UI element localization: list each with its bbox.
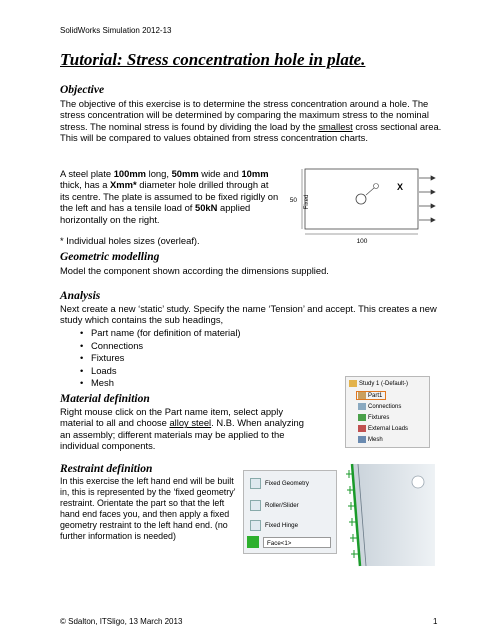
tree-item-connections[interactable] bbox=[358, 403, 401, 410]
tree-item-fixtures[interactable] bbox=[358, 414, 389, 421]
objective-p1-end: cross sectional area. bbox=[355, 120, 442, 132]
objective-text bbox=[60, 98, 445, 144]
restraint-text: In this exercise the left hand end will be built in, this is represented by the ‘fixed geometry’ restraint. Orientate the part so that the left hand end faces you, and then apply a fixed geometry restraint to the left hand end. (no further information is needed) bbox=[60, 476, 236, 542]
fixed-hinge-icon bbox=[250, 520, 261, 531]
material-text bbox=[60, 406, 310, 452]
footer: © Sdalton, ITSligo, 13 March 2013 bbox=[60, 617, 183, 626]
restraint-heading: Restraint definition bbox=[60, 463, 153, 475]
hole-circle bbox=[356, 194, 366, 204]
study-icon bbox=[349, 380, 357, 387]
tree-item-external-loads[interactable] bbox=[358, 425, 408, 432]
fixed-geometry-icon bbox=[250, 478, 261, 489]
plate-t2: long, bbox=[148, 168, 169, 179]
list-item: • Mesh bbox=[60, 377, 360, 390]
tree-item-label: Mesh bbox=[368, 436, 383, 443]
plate-t1: A steel plate bbox=[60, 168, 112, 179]
material-heading: Material definition bbox=[60, 393, 150, 405]
fixed-end-view bbox=[338, 460, 435, 570]
study-root-item[interactable] bbox=[349, 380, 408, 387]
menu-item-fixed-hinge[interactable] bbox=[244, 516, 334, 534]
face-selection-field[interactable]: Face<1> bbox=[263, 537, 331, 548]
plate-load: 50kN bbox=[195, 202, 218, 214]
plate-t3: wide and bbox=[201, 168, 239, 179]
plate-hole-diameter: Xmm* bbox=[110, 179, 137, 191]
tree-item-label: External Loads bbox=[368, 425, 409, 432]
tree-item-mesh[interactable] bbox=[358, 436, 383, 443]
analysis-text: Next create a new ‘static’ study. Specify the name ‘Tension’ and accept. This creates a new study which contains the sub headings, bbox=[60, 303, 437, 326]
list-item: • Fixtures bbox=[60, 352, 360, 365]
objective-heading: Objective bbox=[60, 84, 105, 96]
geometric-heading: Geometric modelling bbox=[60, 251, 160, 263]
connections-icon bbox=[358, 403, 366, 410]
tree-item-label: Connections bbox=[368, 403, 402, 410]
height-dimension: 50 bbox=[289, 197, 297, 204]
plate-description bbox=[60, 168, 280, 225]
objective-p2: This will be compared to values obtained from stress concentration charts. bbox=[60, 132, 368, 144]
part-icon bbox=[358, 392, 366, 399]
alloy-steel-link: alloy steel bbox=[169, 417, 212, 429]
menu-item-label: Fixed Geometry bbox=[265, 479, 310, 487]
objective-p1: The objective of this exercise is to determine the stress concentration around a hole. The stress concentration will be determined by comparing the maximum stress to the nominal stress. The nominal stress is found by dividing the load by the bbox=[60, 98, 429, 132]
plate-width: 50mm bbox=[171, 168, 199, 179]
page-title: Tutorial: Stress concentration hole in plate. bbox=[60, 50, 366, 69]
plate-t6: applied horizontally on the right. bbox=[60, 202, 251, 225]
hole-label: X bbox=[397, 182, 404, 192]
loads-icon bbox=[358, 425, 366, 432]
material-t1: Right mouse click on the Part name item, select apply material to all and choose bbox=[60, 406, 284, 429]
load-arrows bbox=[419, 176, 435, 222]
roller-slider-icon bbox=[250, 500, 261, 511]
list-item: • Part name (for definition of material) bbox=[60, 327, 360, 340]
running-header: SolidWorks Simulation 2012-13 bbox=[60, 26, 172, 35]
analysis-heading: Analysis bbox=[60, 290, 101, 302]
page-number: 1 bbox=[433, 617, 438, 626]
tree-item-label: Part1 bbox=[368, 392, 383, 399]
width-dimension: 100 bbox=[356, 238, 368, 245]
fixtures-icon bbox=[358, 414, 366, 421]
plate-thickness: 10mm bbox=[241, 168, 269, 179]
holes-note: * Individual holes sizes (overleaf). bbox=[60, 235, 200, 246]
tree-item-part1[interactable] bbox=[356, 391, 386, 400]
fixed-label: Fixed bbox=[304, 194, 310, 210]
mesh-icon bbox=[358, 436, 366, 443]
face-selection-row bbox=[247, 535, 331, 549]
smallest-link: smallest bbox=[318, 120, 353, 132]
material-t2: . N.B. When analyzing an assembly; different materials may be applied to the individual components. bbox=[60, 417, 304, 452]
plate-t5: diameter hole drilled through at its centre. The plate is assumed to be fixed rigidly on the left and has a tensile load of bbox=[60, 179, 279, 214]
tree-item-label: Fixtures bbox=[368, 414, 390, 421]
list-item: • Connections bbox=[60, 340, 360, 353]
geometric-text: Model the component shown according the dimensions supplied. bbox=[60, 265, 329, 276]
plate-length: 100mm bbox=[113, 168, 147, 179]
plate-drawing bbox=[285, 162, 440, 247]
menu-item-roller-slider[interactable] bbox=[244, 496, 334, 514]
study-tree-panel bbox=[345, 376, 430, 448]
menu-item-fixed-geometry[interactable] bbox=[244, 474, 334, 492]
study-root-label: Study 1 (-Default-) bbox=[359, 380, 409, 387]
face-select-icon bbox=[247, 536, 259, 548]
plate-t4: thick, has a bbox=[60, 179, 108, 191]
fixtures-menu bbox=[243, 470, 337, 554]
analysis-list bbox=[60, 327, 360, 390]
list-item: • Loads bbox=[60, 365, 360, 378]
menu-item-label: Fixed Hinge bbox=[265, 521, 299, 529]
hole-view bbox=[412, 476, 424, 488]
menu-item-label: Roller/Slider bbox=[265, 501, 299, 509]
